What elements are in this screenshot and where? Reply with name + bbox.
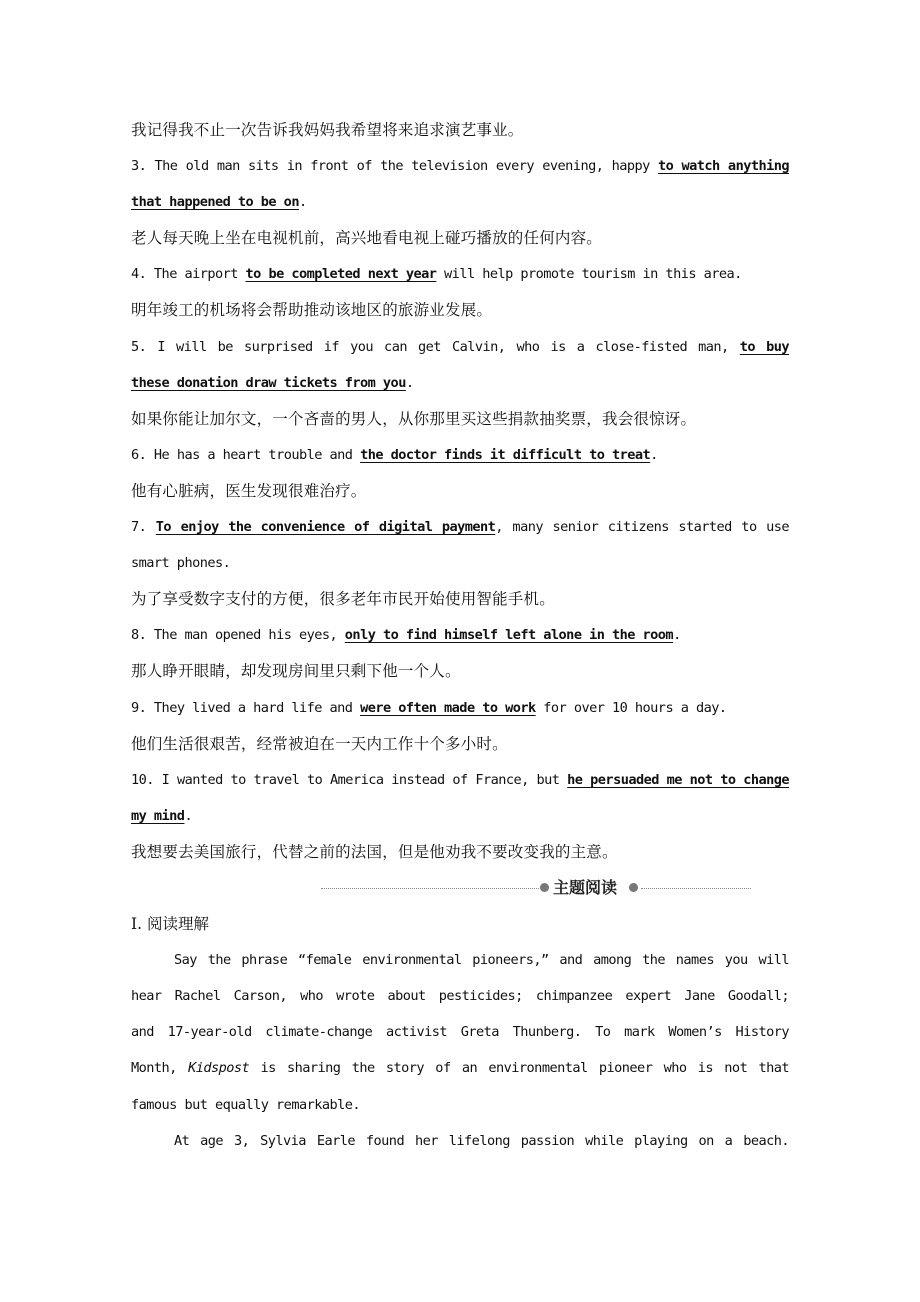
item-3-translation: 老人每天晚上坐在电视机前，高兴地看电视上碰巧播放的任何内容。 <box>131 229 603 248</box>
item-5-answer: to buy <box>739 338 789 355</box>
item-3-sentence-line-1 <box>131 148 789 184</box>
item-4-text: The airport <box>153 266 238 283</box>
item-3-answer: to watch anything <box>658 158 789 175</box>
kidspost-title: Kidspost <box>188 1060 250 1077</box>
item-10-sentence-line-1 <box>131 762 789 798</box>
divider-rule-left <box>321 888 539 889</box>
item-5-answer-continued: these donation draw tickets from you <box>131 374 406 391</box>
item-5-sentence-line-2 <box>131 365 789 401</box>
item-8-text: The man opened his eyes, <box>153 627 338 644</box>
item-7-sentence-line-1 <box>131 509 789 545</box>
document-body <box>131 112 789 1159</box>
item-7-number: 7. <box>131 519 147 536</box>
section-divider <box>131 870 789 906</box>
item-10-sentence-line-2 <box>131 798 789 834</box>
item-5-sentence-line-1 <box>131 329 789 365</box>
item-9-answer: were often made to work <box>360 699 536 716</box>
item-9-number: 9. <box>131 699 147 716</box>
item-8-translation: 那人睁开眼睛，却发现房间里只剩下他一个人。 <box>131 662 461 681</box>
divider-dot-right <box>629 883 638 892</box>
item-10-end: . <box>184 807 193 824</box>
item-10-text: I wanted to travel to America instead of France, but <box>161 771 560 788</box>
item-8-end: . <box>673 627 681 644</box>
item-6-number: 6. <box>131 446 147 463</box>
item-9-translation: 他们生活很艰苦，经常被迫在一天内工作十个多小时。 <box>131 734 508 753</box>
passage-p1-line-5: famous but equally remarkable. <box>131 1096 361 1113</box>
passage-p1-line-1: Say the phrase “female environmental pioneers,” and among the names you will <box>174 952 789 969</box>
item-7-translation: 为了享受数字支付的方便，很多老年市民开始使用智能手机。 <box>131 590 555 609</box>
item-5-end: . <box>405 374 414 391</box>
item-8-number: 8. <box>131 627 147 644</box>
item-6-text: He has a heart trouble and <box>153 446 353 463</box>
item-3-text: The old man sits in front of the television every evening, happy <box>154 158 650 175</box>
passage-p1-line-4-start: Month, <box>131 1060 177 1077</box>
item-10-answer: he persuaded me not to change <box>567 771 789 788</box>
passage-p2-line-1: At age 3, Sylvia Earle found her lifelong passion while playing on a beach. <box>174 1132 789 1149</box>
section-title: 主题阅读 <box>553 877 618 897</box>
item-4-sentence <box>131 256 789 292</box>
item-5-number: 5. <box>131 338 147 355</box>
item-7-text: , many senior citizens started to use <box>495 519 789 536</box>
divider-rule-right <box>641 888 751 889</box>
item-9-sentence <box>131 690 789 726</box>
item-8-answer: only to find himself left alone in the room <box>344 627 674 644</box>
item-2-translation: 我记得我不止一次告诉我妈妈我希望将来追求演艺事业。 <box>131 121 524 139</box>
passage-p1-line-4-end: is sharing the story of an environmental pioneer who is not that <box>260 1060 789 1077</box>
reading-heading: Ⅰ. 阅读理解 <box>131 915 209 934</box>
item-3-number: 3. <box>131 158 147 175</box>
item-10-translation: 我想要去美国旅行，代替之前的法国，但是他劝我不要改变我的主意。 <box>131 842 618 861</box>
passage-p1-line-4 <box>131 1050 789 1086</box>
item-4-answer: to be completed next year <box>245 266 437 283</box>
item-10-answer-continued: my mind <box>131 807 185 824</box>
item-5-text: I will be surprised if you can get Calvin, who is a close-fisted man, <box>157 338 729 355</box>
item-4-text-end: will help promote tourism in this area. <box>444 266 742 283</box>
passage-p1-line-2: hear Rachel Carson, who wrote about pesticides; chimpanzee expert Jane Goodall; <box>131 988 789 1005</box>
item-6-end: . <box>650 446 658 463</box>
item-6-sentence <box>131 437 789 473</box>
item-8-sentence <box>131 617 789 653</box>
item-4-number: 4. <box>131 266 147 283</box>
item-6-translation: 他有心脏病，医生发现很难治疗。 <box>131 481 367 500</box>
item-10-number: 10. <box>131 771 154 788</box>
item-6-answer: the doctor finds it difficult to treat <box>360 446 651 463</box>
item-9-text: They lived a hard life and <box>153 699 353 716</box>
divider-dot-left <box>540 883 549 892</box>
item-3-sentence-line-2 <box>131 184 789 220</box>
item-7-answer: To enjoy the convenience of digital payment <box>155 519 496 536</box>
item-7-sentence-line-2: smart phones. <box>131 555 231 572</box>
passage-p1-line-3: and 17-year-old climate-change activist Greta Thunberg. To mark Women’s History <box>131 1024 789 1041</box>
item-3-answer-continued: that happened to be on <box>131 194 299 211</box>
item-5-translation: 如果你能让加尔文，一个吝啬的男人，从你那里买这些捐款抽奖票，我会很惊讶。 <box>131 409 697 428</box>
item-3-end: . <box>298 194 307 211</box>
item-9-text-end: for over 10 hours a day. <box>543 699 727 716</box>
item-4-translation: 明年竣工的机场将会帮助推动该地区的旅游业发展。 <box>131 301 493 320</box>
